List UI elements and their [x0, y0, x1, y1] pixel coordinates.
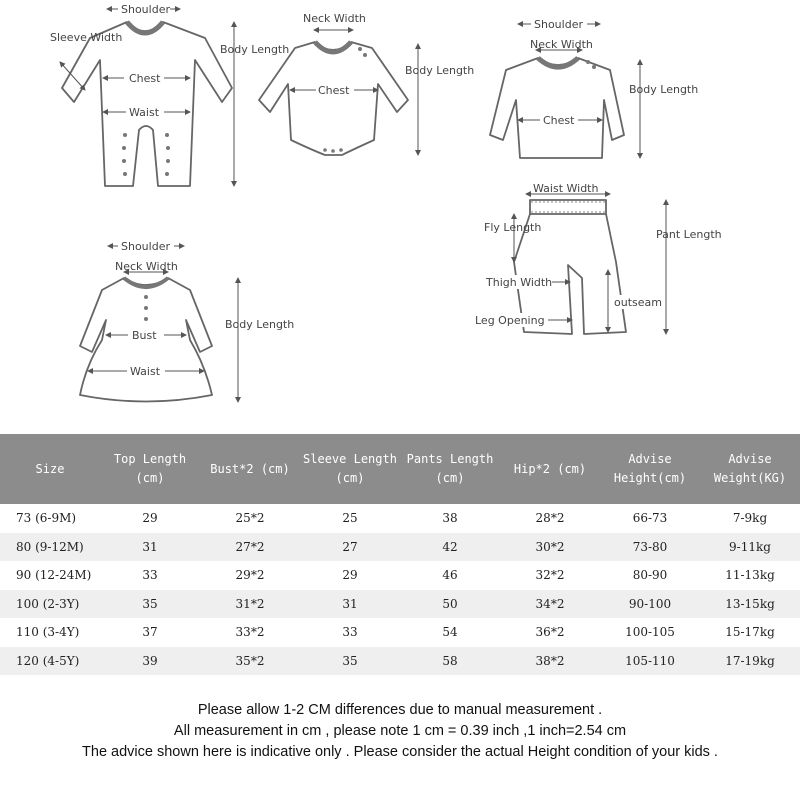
cell-size: 110 (3-4Y)	[16, 625, 80, 640]
cell-top-length: 29	[142, 511, 158, 526]
cell-pants-length: 38	[442, 511, 458, 526]
cell-bust: 29*2	[235, 568, 265, 583]
measurement-notes	[0, 700, 800, 763]
cell-bust: 35*2	[235, 653, 265, 668]
header-size: Size	[35, 461, 65, 476]
note-line: Please allow 1-2 CM differences due to manual measurement .	[197, 702, 603, 718]
cell-pants-length: 42	[442, 539, 458, 554]
cell-size: 90 (12-24M)	[16, 568, 92, 583]
note-line: The advice shown here is indicative only . Please consider the actual Height condition of your kids .	[82, 744, 718, 760]
bodysuit-chest-label: Chest	[318, 84, 350, 97]
romper-chest-label: Chest	[129, 72, 161, 85]
cell-hip: 28*2	[535, 511, 565, 526]
cell-top-length: 31	[142, 539, 158, 554]
dress-waist-label: Waist	[130, 365, 161, 378]
header-sleeve-length: Sleeve Length (cm)	[303, 452, 397, 485]
header-hip: Hip*2 (cm)	[513, 461, 587, 476]
cell-hip: 32*2	[535, 568, 565, 583]
cell-top-length: 37	[142, 625, 158, 640]
cell-top-length: 35	[142, 596, 158, 611]
pants-pant-length-label: Pant Length	[656, 228, 722, 241]
note-line: All measurement in cm , please note 1 cm = 0.39 inch ,1 inch=2.54 cm	[173, 723, 627, 739]
cell-bust: 33*2	[235, 625, 265, 640]
cell-sleeve-length: 25	[342, 511, 358, 526]
cell-advise-height: 66-73	[632, 511, 668, 526]
dress-neck-width-label: Neck Width	[115, 260, 178, 273]
romper-shoulder-label: Shoulder	[121, 3, 170, 16]
cell-advise-height: 80-90	[632, 568, 668, 583]
dress-body-length-label: Body Length	[225, 318, 295, 331]
header-advise-weight: Advise Weight(KG)	[713, 452, 787, 485]
cell-hip: 36*2	[535, 625, 565, 640]
table-row	[0, 533, 800, 562]
table-row	[0, 561, 800, 590]
cell-pants-length: 50	[442, 596, 458, 611]
pants-waist-width-label: Waist Width	[533, 182, 599, 195]
cell-pants-length: 54	[442, 625, 458, 640]
header-advise-height: Advise Height(cm)	[613, 452, 687, 485]
dress-shoulder-label: Shoulder	[121, 240, 170, 253]
cell-advise-weight: 9-11kg	[729, 539, 771, 554]
cell-pants-length: 58	[442, 653, 458, 668]
cell-hip: 34*2	[535, 596, 565, 611]
cell-bust: 31*2	[235, 596, 265, 611]
romper-sleeve-width-label: Sleeve Width	[50, 31, 123, 44]
bodysuit-neck-width-label: Neck Width	[303, 12, 366, 25]
cell-advise-weight: 13-15kg	[725, 596, 775, 611]
cell-advise-weight: 11-13kg	[725, 568, 775, 583]
romper-waist-label: Waist	[129, 106, 160, 119]
header-top-length: Top Length (cm)	[113, 452, 187, 485]
cell-sleeve-length: 33	[342, 625, 358, 640]
bodysuit-diagram	[259, 42, 408, 155]
cell-top-length: 39	[142, 653, 158, 668]
svg-text:Sleeve Width	[50, 31, 122, 44]
cell-bust: 27*2	[235, 539, 265, 554]
cell-advise-height: 90-100	[628, 596, 672, 611]
header-pants-length: Pants Length (cm)	[406, 452, 494, 485]
cell-size: 80 (9-12M)	[16, 539, 84, 554]
size-chart-table	[0, 434, 800, 675]
cell-advise-weight: 17-19kg	[725, 653, 775, 668]
cell-sleeve-length: 31	[342, 596, 358, 611]
cell-size: 120 (4-5Y)	[16, 653, 80, 668]
table-row	[0, 618, 800, 647]
sweater-neck-width-label: Neck Width	[530, 38, 593, 51]
cell-size: 100 (2-3Y)	[16, 596, 80, 611]
cell-advise-weight: 15-17kg	[725, 625, 775, 640]
cell-advise-height: 100-105	[625, 625, 675, 640]
cell-sleeve-length: 27	[342, 539, 358, 554]
pants-leg-opening-label: Leg Opening	[475, 314, 545, 327]
header-bust: Bust*2 (cm)	[210, 461, 290, 476]
cell-bust: 25*2	[235, 511, 265, 526]
cell-sleeve-length: 29	[342, 568, 358, 583]
cell-pants-length: 46	[442, 568, 458, 583]
table-row	[0, 504, 800, 533]
pants-fly-length-label: Fly Length	[484, 221, 542, 234]
cell-size: 73 (6-9M)	[16, 511, 77, 526]
cell-advise-weight: 7-9kg	[732, 511, 768, 526]
table-row	[0, 590, 800, 619]
sweater-body-length-label: Body Length	[629, 83, 699, 96]
table-header-row	[0, 434, 800, 504]
cell-advise-height: 105-110	[625, 653, 675, 668]
romper-body-length-label: Body Length	[220, 43, 290, 56]
cell-hip: 38*2	[535, 653, 565, 668]
bodysuit-body-length-label: Body Length	[405, 64, 475, 77]
pants-thigh-width-label: Thigh Width	[486, 276, 553, 289]
pants-outseam-label: outseam	[614, 296, 662, 309]
table-row	[0, 647, 800, 676]
sweater-diagram	[490, 58, 624, 158]
dress-bust-label: Bust	[132, 329, 157, 342]
sweater-chest-label: Chest	[543, 114, 575, 127]
cell-top-length: 33	[142, 568, 158, 583]
cell-hip: 30*2	[535, 539, 565, 554]
cell-advise-height: 73-80	[632, 539, 668, 554]
romper-diagram	[62, 22, 232, 186]
sweater-shoulder-label: Shoulder	[534, 18, 583, 31]
cell-sleeve-length: 35	[342, 653, 358, 668]
